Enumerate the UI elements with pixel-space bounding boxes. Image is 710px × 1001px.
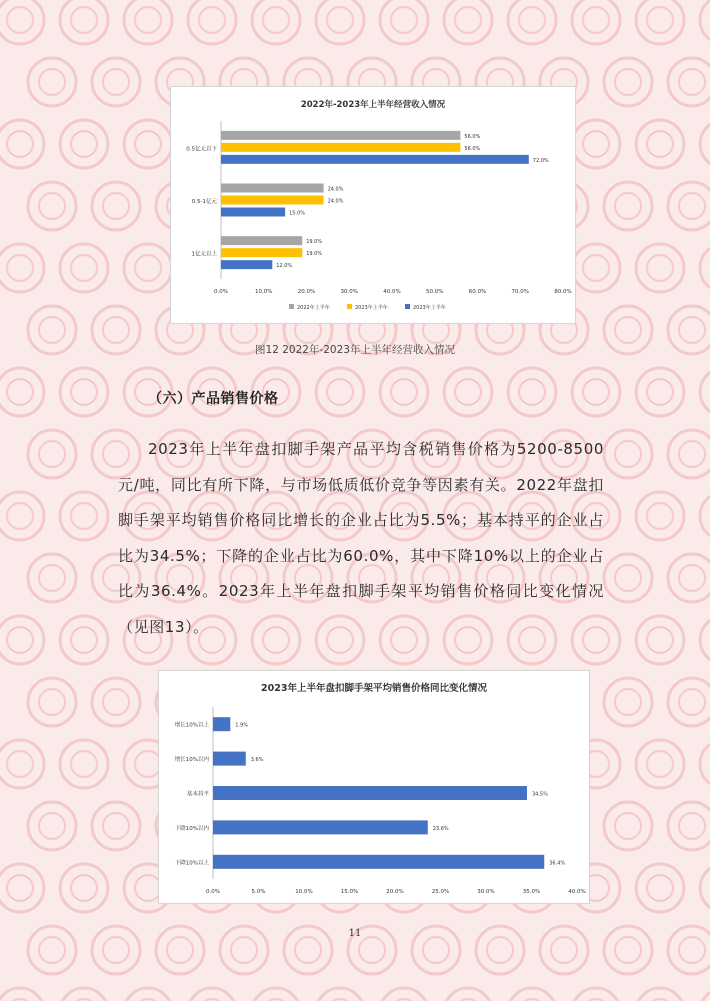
bar [221,131,460,140]
bar [221,236,302,245]
legend-label: 2023年上半年 [355,305,388,311]
bar [213,855,544,869]
category-label: 0.5亿元以下 [186,146,217,153]
x-tick-label: 25.0% [431,889,450,895]
bar [221,208,285,217]
data-label: 19.0% [306,251,323,258]
x-tick-label: 35.0% [522,889,541,895]
chart-operating-income [170,86,576,324]
figure-12-caption: 图12 2022年-2023年上半年经营收入情况 [255,344,455,356]
x-tick-label: 0.0% [214,289,228,295]
x-tick-label: 40.0% [383,289,401,295]
legend-swatch [347,304,352,309]
x-tick-label: 5.0% [251,889,266,895]
bar [221,196,324,205]
bar [221,143,460,152]
x-tick-label: 30.0% [340,289,358,295]
chart-price-change [158,670,590,904]
chart-operating-income-svg [171,87,575,323]
x-tick-label: 15.0% [340,889,359,895]
category-label: 增长10%以上 [174,722,209,729]
legend-swatch [405,304,410,309]
bar [221,184,324,193]
data-label: 24.0% [327,186,344,193]
bar [213,820,428,834]
bar [221,155,529,164]
x-tick-label: 50.0% [426,289,444,295]
x-tick-label: 0.0% [206,889,220,895]
data-label: 23.6% [432,825,449,832]
x-tick-label: 10.0% [255,289,273,295]
category-label: 下降10%以内 [174,825,209,832]
data-label: 36.4% [549,860,566,867]
legend-label: 2023年上半年 [413,305,446,311]
x-tick-label: 20.0% [386,889,404,895]
x-tick-label: 40.0% [568,889,586,895]
data-label: 56.0% [464,145,481,152]
x-tick-label: 20.0% [297,289,316,295]
chart-title: 2023年上半年盘扣脚手架平均销售价格同比变化情况 [261,683,487,694]
category-label: 下降10%以上 [174,860,209,867]
body-paragraph [118,432,604,645]
legend-label: 2022年上半年 [297,305,330,311]
data-label: 12.0% [276,263,293,270]
data-label: 24.0% [327,198,344,205]
x-tick-label: 70.0% [511,289,529,295]
category-label: 增长10%以内 [174,757,209,764]
data-label: 34.5% [531,791,548,798]
category-label: 1亿元以上 [191,251,217,258]
bar [213,752,246,766]
x-tick-label: 10.0% [295,889,313,895]
section-heading: （六）产品销售价格 [148,391,279,407]
bar [221,260,272,269]
category-label: 0.5-1亿元 [191,199,217,205]
data-label: 72.0% [532,157,549,164]
chart-title: 2022年-2023年上半年经营收入情况 [300,100,446,110]
x-tick-label: 30.0% [477,889,495,895]
data-label: 3.6% [250,757,264,764]
body-paragraph-text: 2023年上半年盘扣脚手架产品平均含税销售价格为5200-8500元/吨，同比有所下降，与市场低质低价竞争等因素有关。2022年盘扣脚手架平均销售价格同比增长的企业占比为5.5%；基本持平的企业占比为34.5%；下降的企业占比为60.0%，其中下降10%以上的企业占比为36.4%。2023年上半年盘扣脚手架平均销售价格同比变化情况（见图13）。 [118,440,604,636]
bar [213,717,230,731]
page-number: 11 [348,928,362,939]
bar [221,248,302,257]
data-label: 1.9% [235,722,248,729]
data-label: 56.0% [464,133,481,140]
bar [213,786,527,800]
legend-swatch [289,304,294,309]
x-tick-label: 60.0% [468,289,487,295]
chart-price-change-svg [159,671,589,903]
data-label: 15.0% [289,210,306,217]
data-label: 19.0% [306,239,323,246]
category-label: 基本持平 [186,791,209,798]
x-tick-label: 80.0% [554,289,572,295]
